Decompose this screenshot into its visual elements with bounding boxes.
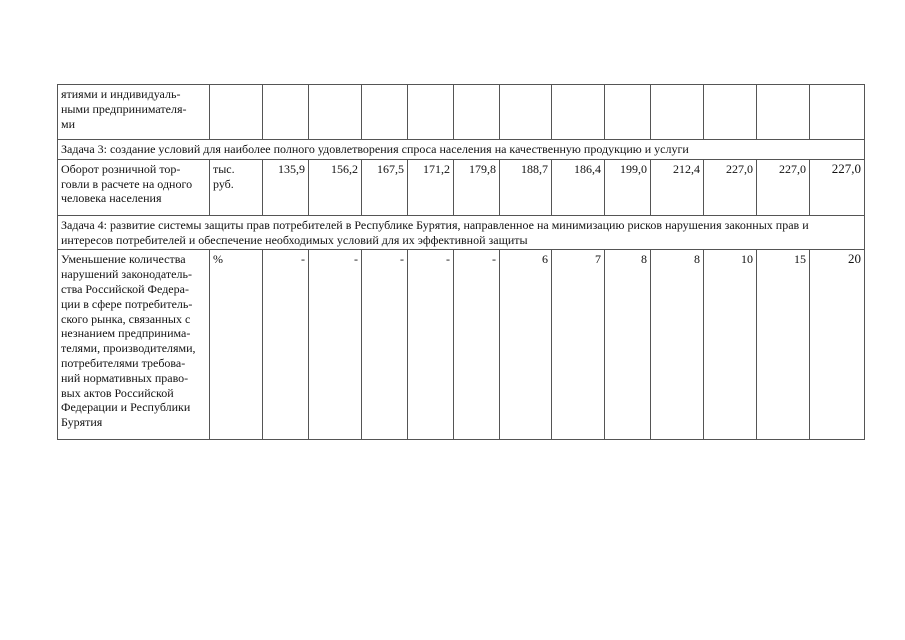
indicator-name-cell: ятиями и индивидуаль- ными предпринимателя- ми <box>58 85 210 140</box>
value-cell: 199,0 <box>605 159 651 215</box>
task-3-row <box>58 140 865 160</box>
value-cell: 227,0 <box>757 159 810 215</box>
task-4-row <box>58 215 865 250</box>
value-cell <box>500 85 552 140</box>
table-row-violations <box>58 250 865 440</box>
value-cell: 167,5 <box>362 159 408 215</box>
value-cell: 8 <box>651 250 704 440</box>
value-cell: - <box>362 250 408 440</box>
value-cell: 212,4 <box>651 159 704 215</box>
value-cell: 179,8 <box>454 159 500 215</box>
unit-cell <box>210 85 263 140</box>
value-cell: - <box>408 250 454 440</box>
value-cell: 7 <box>552 250 605 440</box>
value-cell <box>704 85 757 140</box>
value-cell: 15 <box>757 250 810 440</box>
value-cell: - <box>263 250 309 440</box>
value-cell: 188,7 <box>500 159 552 215</box>
value-cell: 20 <box>810 250 865 440</box>
value-cell <box>454 85 500 140</box>
unit-cell: % <box>210 250 263 440</box>
value-cell <box>309 85 362 140</box>
value-cell <box>757 85 810 140</box>
value-cell: 227,0 <box>704 159 757 215</box>
value-cell: 156,2 <box>309 159 362 215</box>
unit-cell: тыс. руб. <box>210 159 263 215</box>
indicators-table <box>57 84 865 440</box>
value-cell <box>362 85 408 140</box>
task-4-text: Задача 4: развитие системы защиты прав потребителей в Республике Бурятия, направленное на минимизацию рисков нарушения законных прав и интересов потребителей и обеспечение необходимых условий для их эффективной защиты <box>58 215 865 250</box>
indicator-name-cell: Оборот розничной тор- говли в расчете на одного человека населения <box>58 159 210 215</box>
value-cell: - <box>309 250 362 440</box>
value-cell <box>810 85 865 140</box>
value-cell: 227,0 <box>810 159 865 215</box>
value-cell: 6 <box>500 250 552 440</box>
indicator-name-cell: Уменьшение количества нарушений законодатель- ства Российской Федера- ции в сфере потребитель- ского рынка, связанных с незнанием предпринима- телями, производителями, потребителями требова- ний нормативных право- вых актов Российской Федерации и Республики Бурятия <box>58 250 210 440</box>
value-cell: 171,2 <box>408 159 454 215</box>
task-3-text: Задача 3: создание условий для наиболее полного удовлетворения спроса населения на качественную продукцию и услуги <box>58 140 865 160</box>
table-row-turnover <box>58 159 865 215</box>
value-cell <box>263 85 309 140</box>
value-cell: 186,4 <box>552 159 605 215</box>
value-cell: 135,9 <box>263 159 309 215</box>
value-cell <box>408 85 454 140</box>
value-cell <box>651 85 704 140</box>
value-cell: - <box>454 250 500 440</box>
value-cell <box>552 85 605 140</box>
value-cell: 10 <box>704 250 757 440</box>
value-cell <box>605 85 651 140</box>
table-row-continuation <box>58 85 865 140</box>
value-cell: 8 <box>605 250 651 440</box>
